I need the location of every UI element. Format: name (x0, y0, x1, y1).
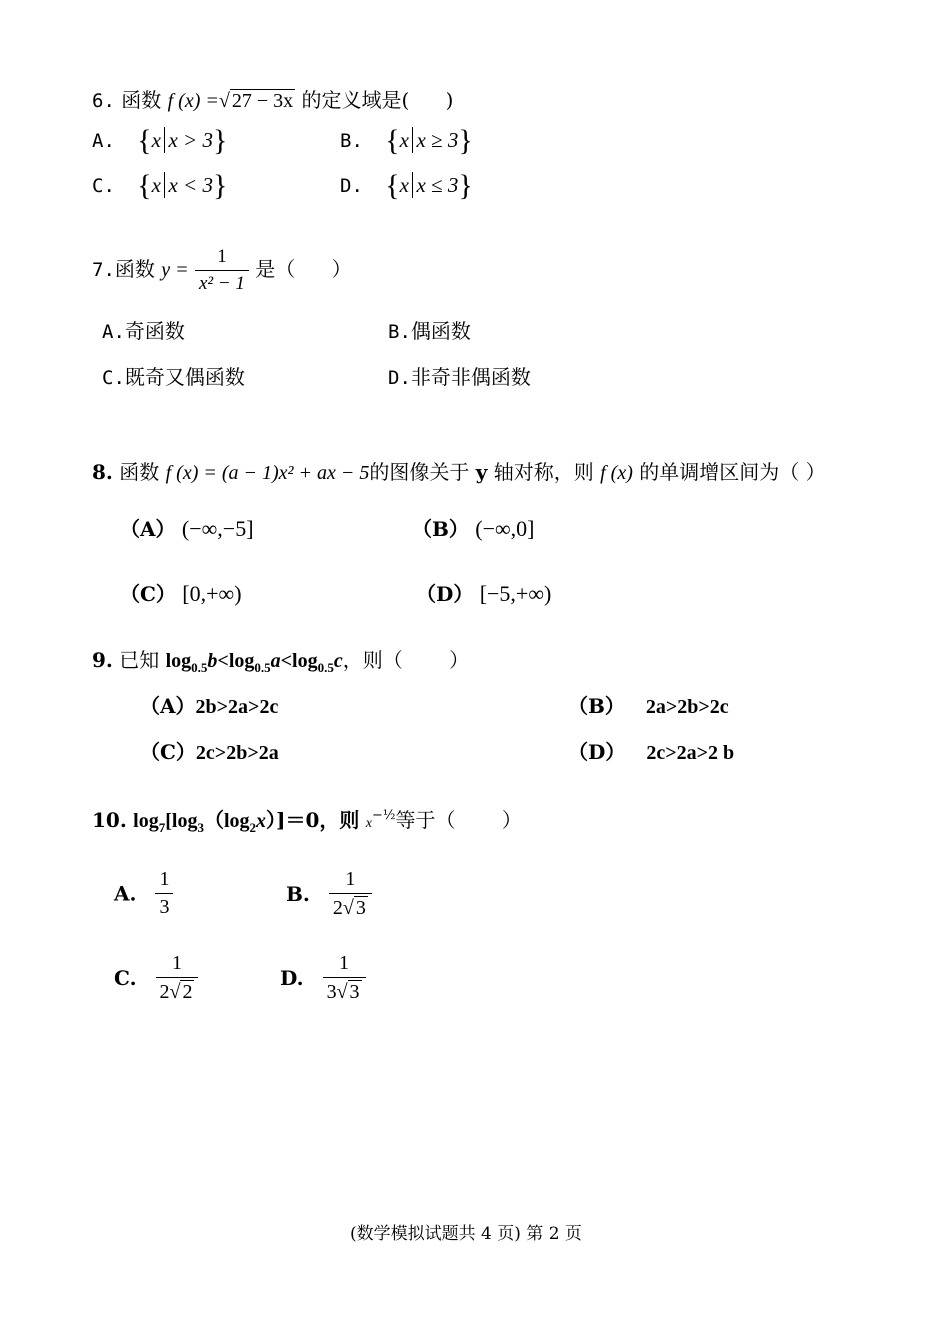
set-notation: {x x ≤ 3} (385, 169, 473, 202)
less-than: < (217, 650, 229, 672)
answer-blank-close: ） (501, 808, 522, 832)
equation-tail: ]＝0，则 (276, 808, 360, 832)
question-text: 轴对称，则 (493, 460, 594, 484)
option-label: （C） (140, 740, 196, 764)
set-notation: {x x < 3} (137, 169, 228, 202)
variable: c (333, 650, 343, 672)
set-condition: x < 3 (168, 173, 213, 197)
option-text: 奇函数 (124, 319, 185, 343)
answer-blank-close: ） (331, 257, 352, 281)
numerator: 1 (339, 952, 350, 974)
q8-option-d (416, 578, 551, 607)
option-label: B. (340, 130, 363, 152)
radicand: 3 (355, 897, 366, 919)
option-label: A. (102, 321, 125, 343)
q6-option-c (92, 169, 227, 203)
question-text: 等于（ (395, 808, 456, 832)
fraction (329, 868, 372, 920)
q9-option-d (568, 736, 734, 765)
q9-option-b (568, 690, 729, 719)
option-label: A. (92, 130, 115, 152)
option-label: （B） (412, 517, 469, 541)
log-word: log (171, 810, 198, 832)
option-text: 偶函数 (410, 319, 471, 343)
q7-option-b (388, 315, 471, 344)
q7-option-a (102, 315, 185, 344)
interval: (−∞,0] (475, 516, 535, 541)
log-base: 0.5 (317, 660, 334, 675)
interval: (−∞,−5] (181, 516, 254, 541)
set-condition: x ≥ 3 (416, 128, 459, 152)
variable: a (270, 650, 281, 672)
power-exponent: −½ (371, 808, 396, 823)
radicand: 27 − 3x (231, 90, 294, 112)
option-label: D. (388, 367, 411, 389)
numerator: 1 (217, 246, 227, 267)
question-text: 的单调增区间为（ ） (639, 460, 826, 484)
q10-option-d (280, 952, 366, 1004)
fraction (155, 868, 173, 919)
coefficient: 2 (332, 897, 343, 919)
option-text: 2c>2b>2a (195, 742, 279, 764)
option-label: （D） (568, 740, 626, 764)
close-paren: ） (266, 810, 277, 832)
question-text: 函数 (121, 88, 162, 112)
log-base: 7 (158, 820, 166, 835)
radicand: 2 (182, 981, 193, 1003)
q10-option-c (114, 952, 198, 1004)
power-base: x (365, 816, 372, 831)
denominator: x² − 1 (195, 270, 249, 295)
question-9-stem (92, 644, 469, 676)
function-name: f (x) (600, 462, 633, 484)
option-label: （A） (120, 517, 176, 541)
question-number: 7. (92, 259, 115, 281)
option-label: （C） (120, 582, 176, 606)
log-word: log (133, 810, 159, 832)
set-notation: {x x ≥ 3} (385, 124, 473, 157)
q7-option-d (388, 361, 531, 390)
open-paren: （ (203, 810, 224, 832)
less-than: < (280, 650, 293, 672)
log-word: log (228, 650, 255, 672)
numerator: 1 (159, 868, 170, 890)
fraction (195, 246, 249, 295)
fraction (323, 952, 366, 1004)
interval: [−5,+∞) (479, 581, 552, 606)
q6-option-a (92, 124, 227, 158)
q9-option-a (140, 690, 278, 719)
question-text: 已知 (119, 648, 160, 672)
q6-option-d (340, 169, 473, 203)
function-expression: f (x) = (167, 90, 219, 112)
option-label: D. (340, 175, 363, 197)
log-base: 2 (249, 820, 257, 835)
question-text: 是（ (255, 257, 296, 281)
interval: [0,+∞) (182, 581, 242, 606)
open-bracket: [ (165, 810, 172, 832)
question-number: 10. (92, 808, 127, 832)
question-number: 9. (92, 648, 113, 672)
answer-blank-close: ） (449, 648, 470, 672)
log-word: log (165, 650, 192, 672)
q8-option-a (120, 513, 254, 542)
question-text: 函数 (114, 257, 155, 281)
option-label: C. (114, 966, 137, 990)
option-text: 2a>2b>2c (645, 696, 729, 718)
denominator: 3 (155, 893, 173, 919)
q10-option-a (114, 868, 173, 919)
log-base: 0.5 (191, 660, 208, 675)
answer-blank-close: ) (445, 88, 454, 112)
question-text: 的定义域是( (301, 88, 410, 112)
option-label: （D） (416, 582, 474, 606)
fraction (156, 952, 199, 1004)
question-6-stem (92, 84, 453, 113)
option-label: B. (388, 321, 411, 343)
log-word: log (292, 650, 318, 672)
coefficient: 2 (159, 981, 170, 1003)
question-text: 函数 (119, 460, 160, 484)
option-text: 非奇非偶函数 (410, 365, 531, 389)
option-label: （A） (140, 694, 196, 718)
denominator: 2√ 3 (329, 893, 372, 920)
coefficient: 3 (326, 981, 337, 1003)
option-label: C. (102, 367, 125, 389)
log-expression (165, 650, 343, 675)
q10-option-b (286, 868, 372, 920)
lhs: y = (161, 259, 189, 281)
question-number: 8. (92, 460, 113, 484)
function-expression: f (x) = (a − 1)x² + ax − 5 (165, 462, 370, 484)
set-condition: x > 3 (168, 128, 213, 152)
log-expression (133, 810, 277, 835)
option-label: B. (286, 882, 310, 906)
variable: x (256, 810, 267, 832)
q9-option-c (140, 736, 279, 765)
log-base: 3 (197, 820, 204, 835)
denominator: 2√ 2 (156, 977, 199, 1004)
option-text: 2c>2a>2 b (646, 742, 735, 764)
question-7-stem (92, 246, 352, 295)
sqrt-sign: √ (218, 90, 230, 112)
numerator: 1 (345, 868, 356, 890)
set-condition: x ≤ 3 (416, 173, 459, 197)
denominator: 3√ 3 (323, 977, 366, 1004)
log-base: 0.5 (254, 660, 271, 675)
option-text: 2b>2a>2c (195, 696, 279, 718)
question-text: 的图像关于 (369, 460, 470, 484)
option-label: C. (92, 175, 115, 197)
numerator: 1 (171, 952, 182, 974)
option-label: D. (280, 966, 304, 990)
option-label: （B） (568, 694, 625, 718)
option-label: A. (114, 881, 137, 906)
q7-option-c (102, 361, 245, 390)
q8-option-c (120, 578, 242, 607)
option-text: 既奇又偶函数 (124, 365, 245, 389)
q6-option-b (340, 124, 473, 158)
question-8-stem (92, 456, 826, 485)
axis-name: y (475, 460, 488, 484)
variable: b (207, 650, 218, 672)
question-text: ，则（ (342, 648, 403, 672)
question-10-stem (92, 804, 522, 836)
page-footer: (数学模拟试题共 4 页) 第 2 页 (350, 1224, 582, 1244)
q8-option-b (412, 513, 535, 542)
log-word: log (223, 810, 250, 832)
question-number: 6. (92, 90, 115, 112)
radicand: 3 (349, 981, 360, 1003)
set-notation: {x x > 3} (137, 124, 228, 157)
